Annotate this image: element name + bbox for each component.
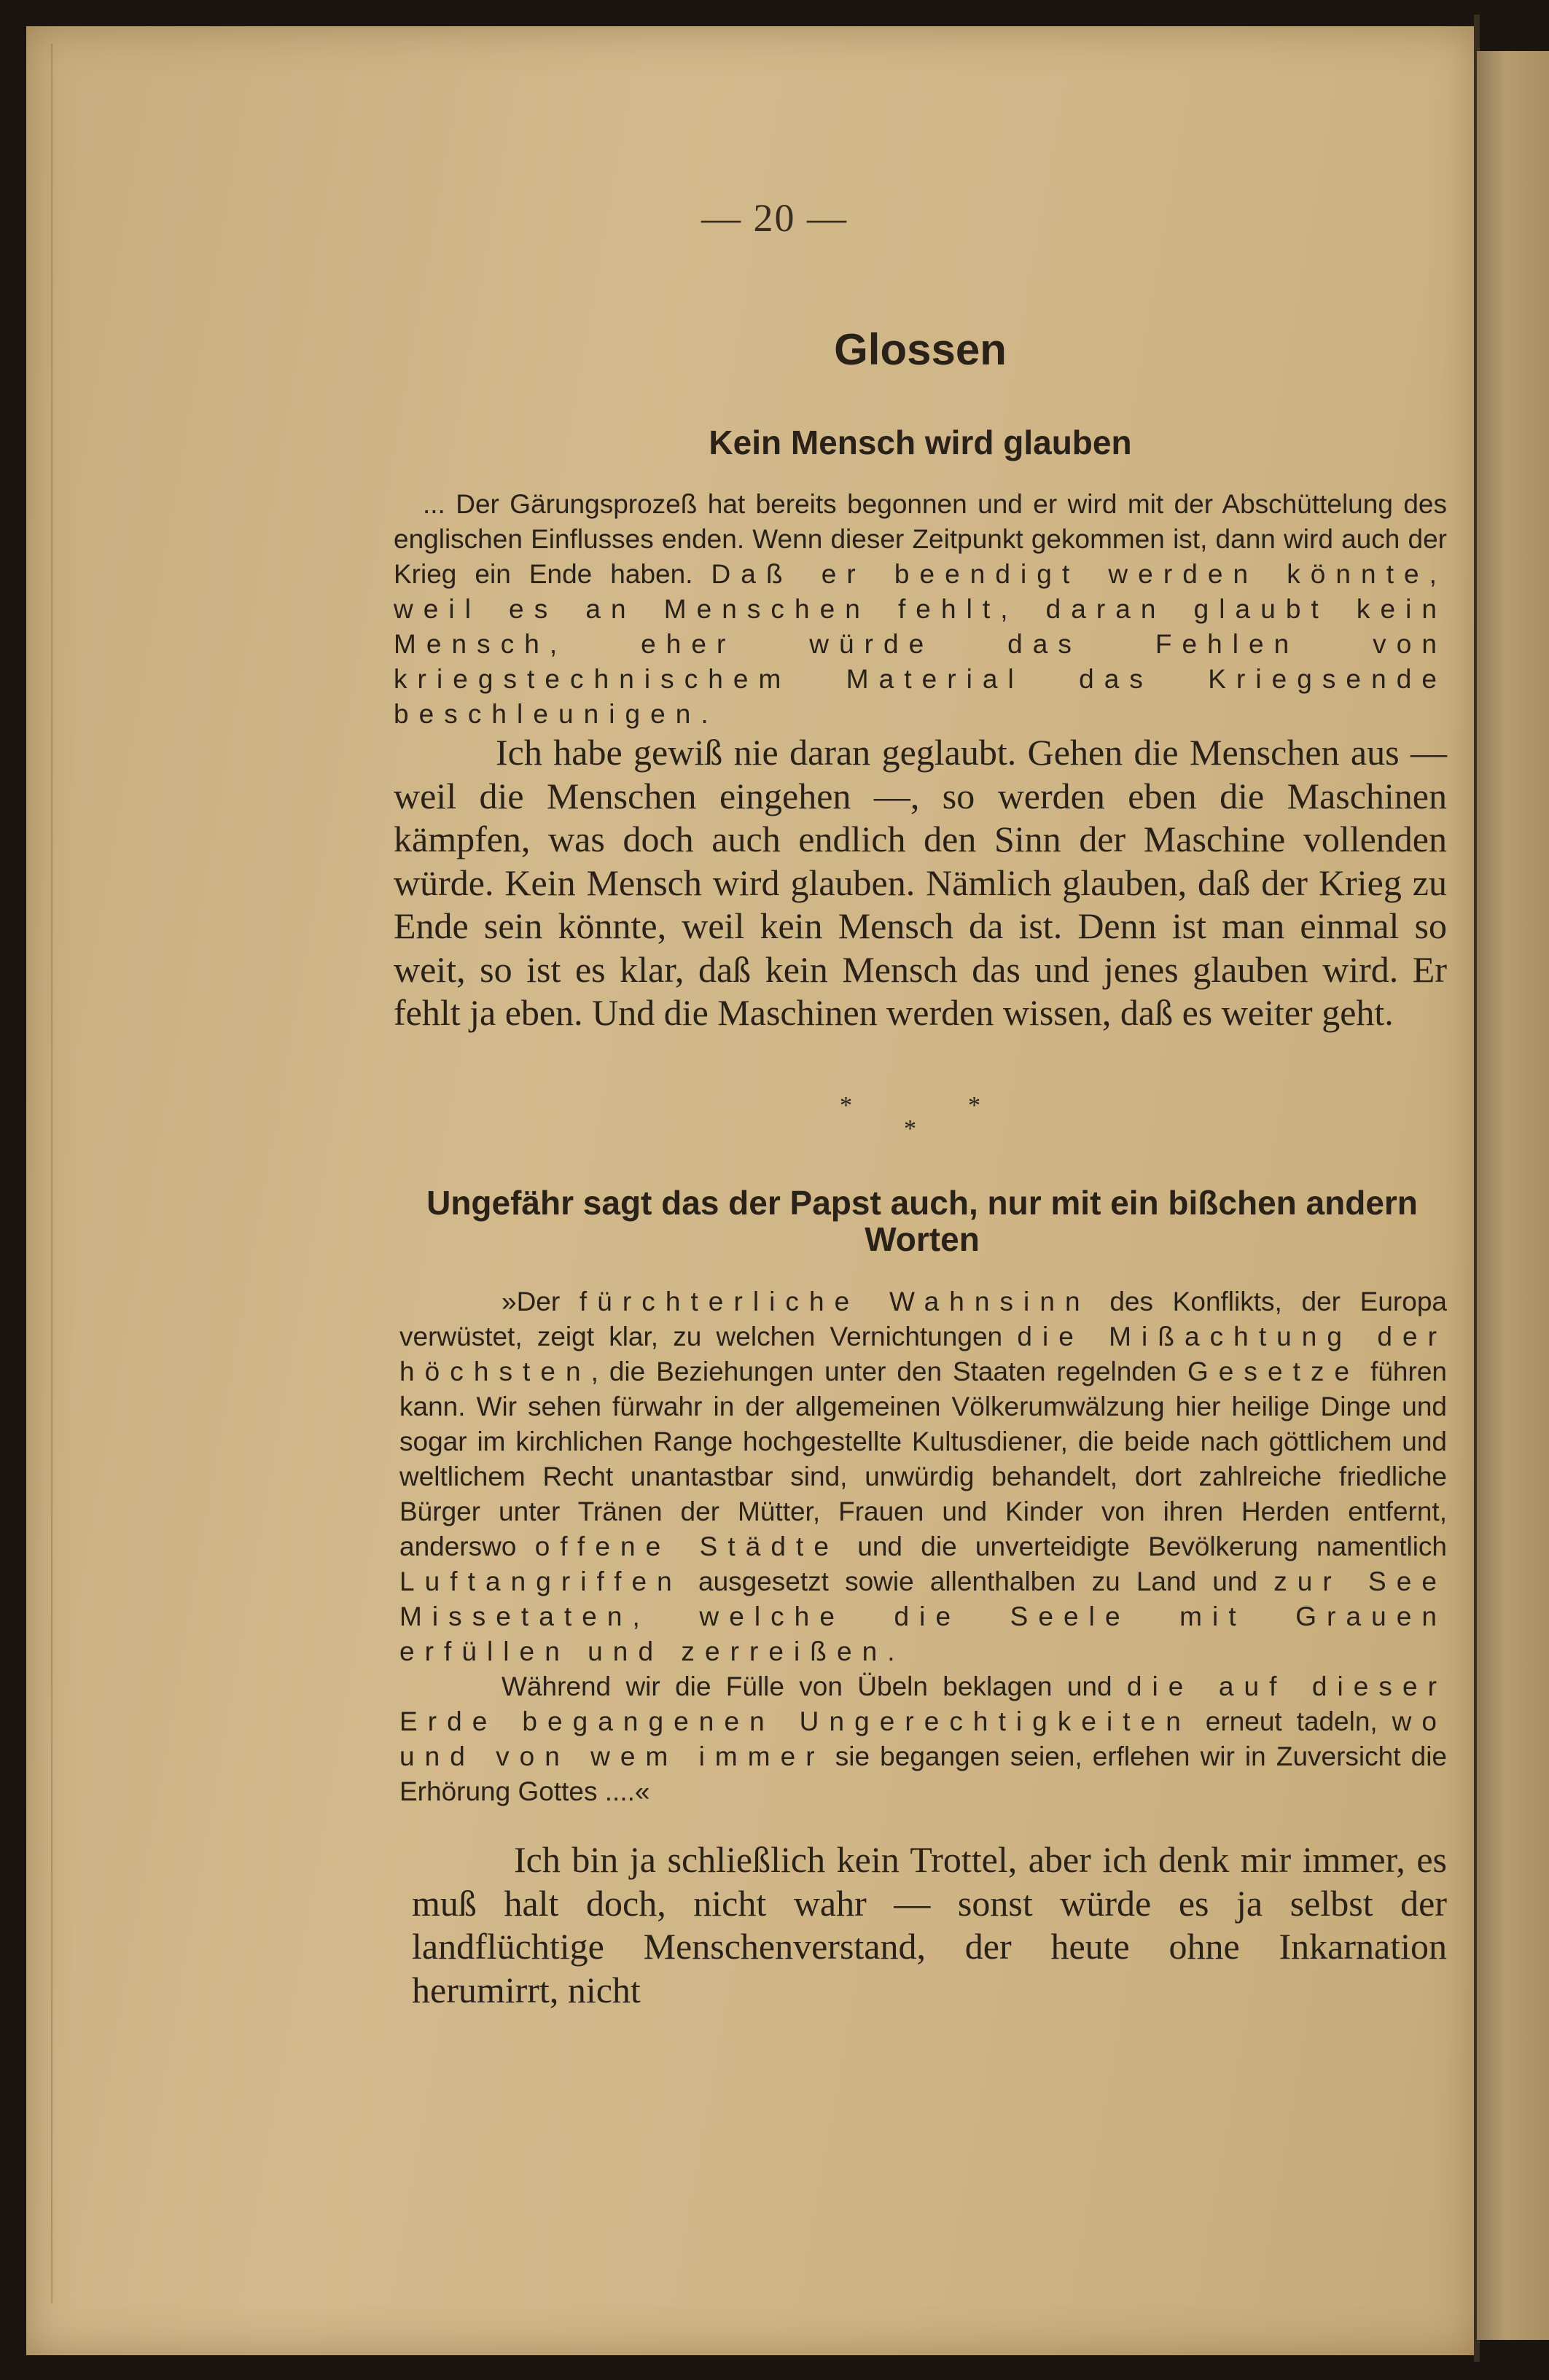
emphasized-run: zur See Missetaten, welche die Seele mit Grauen erfüllen und zerreißen. [399,1566,1448,1666]
text-run: des Konflikts, der Europa verwüstet, zeigt klar, zu welchen Vernichtungen [399,1287,1447,1351]
next-page-edge [1477,51,1549,2340]
emphasized-run: offene Städte [534,1532,839,1561]
text-run: Während wir die Fülle von Übeln beklagen und [502,1671,1127,1701]
text-run: und die unverteidigte Bevölkerung namentlich [838,1532,1447,1561]
article-2-quote-p1 [399,1284,1447,1669]
section-title: Glossen [834,325,1007,374]
emphasized-run: fürchterliche Wahnsinn [579,1287,1090,1316]
article-1-commentary [394,731,1447,1035]
separator-star-middle: * [904,1115,916,1142]
separator-star-right: * [968,1092,980,1119]
emphasized-run: Gesetze [1187,1357,1360,1386]
emphasized-run: die Mißachtung der höchsten [399,1322,1447,1386]
article-1-commentary-text: Ich habe gewiß nie daran geglaubt. Gehen die Menschen aus — weil die Menschen eingehen —, so werden eben die Maschinen kämpfen, was doch auch endlich den Sinn der Maschine vollenden würde. Kein Mensch wird glauben. Nämlich glauben, daß der Krieg zu Ende sein könnte, weil kein Mensch da ist. Denn ist man einmal so weit, so ist es klar, daß kein Mensch das und jenes glauben wird. Er fehlt ja eben. Und die Maschinen werden wissen, daß es weiter geht. [394,732,1447,1033]
article-2-commentary-text: Ich bin ja schließlich kein Trottel, aber ich denk mir immer, es muß halt doch, nicht wahr — sonst würde es ja selbst der landflüchtige Menschenverstand, der heute ohne Inkarnation herumirrt, nicht [412,1839,1447,2010]
section-separator [802,1092,1021,1150]
separator-star-left: * [840,1092,852,1119]
article-2-heading: Ungefähr sagt das der Papst auch, nur mit ein bißchen andern Worten [426,1184,1418,1258]
text-run: erneut tadeln, [1190,1706,1392,1736]
emphasized-run: Luftangriffen [399,1566,682,1596]
article-2-quote [399,1284,1447,1809]
text-run: führen kann. Wir sehen fürwahr in der allgemeinen Völkerumwälzung hier heilige Dinge und sogar im kirchlichen Range hochgestellte Kultusdiener, die beide nach göttlichem und weltlichem Recht unantastbar sind, unwürdig behandelt, dort zahlreiche friedliche Bürger unter Tränen der Mütter, Frauen und Kinder von ihren Herden entfernt, anderswo [399,1357,1447,1561]
article-2-quote-p2 [399,1669,1447,1809]
text-run: »Der [502,1287,580,1316]
article-1-quote-plain: ... Der Gärungsprozeß hat bereits begonnen und er wird mit der Abschüttelung des englischen Einflusses enden. Wenn dieser Zeitpunkt gekommen ist, dann wird auch der Krieg ein Ende haben. [394,489,1447,589]
article-2-commentary [412,1838,1447,2012]
text-run: sie begangen seien, erflehen wir in Zuversicht die Erhörung Gottes ....« [399,1741,1447,1806]
page-edge-line [51,44,52,2303]
article-1-quote [394,487,1447,732]
emphasized-run: wo und von wem immer [399,1706,1447,1771]
article-1-heading: Kein Mensch wird glauben [709,424,1132,461]
text-run: , die Beziehungen unter den Staaten regelnden [590,1357,1187,1386]
emphasized-run: die auf dieser Erde begangenen Ungerechtigkeiten [399,1671,1447,1736]
text-run: ausgesetzt sowie allenthalben zu Land und [682,1566,1274,1596]
article-1-quote-spaced: Daß er beendigt werden könnte, weil es an Menschen fehlt, daran glaubt kein Mensch, eher würde das Fehlen von kriegstechnischem Material das Kriegsende beschleunigen. [394,559,1448,729]
page-number: — 20 — [701,196,848,240]
